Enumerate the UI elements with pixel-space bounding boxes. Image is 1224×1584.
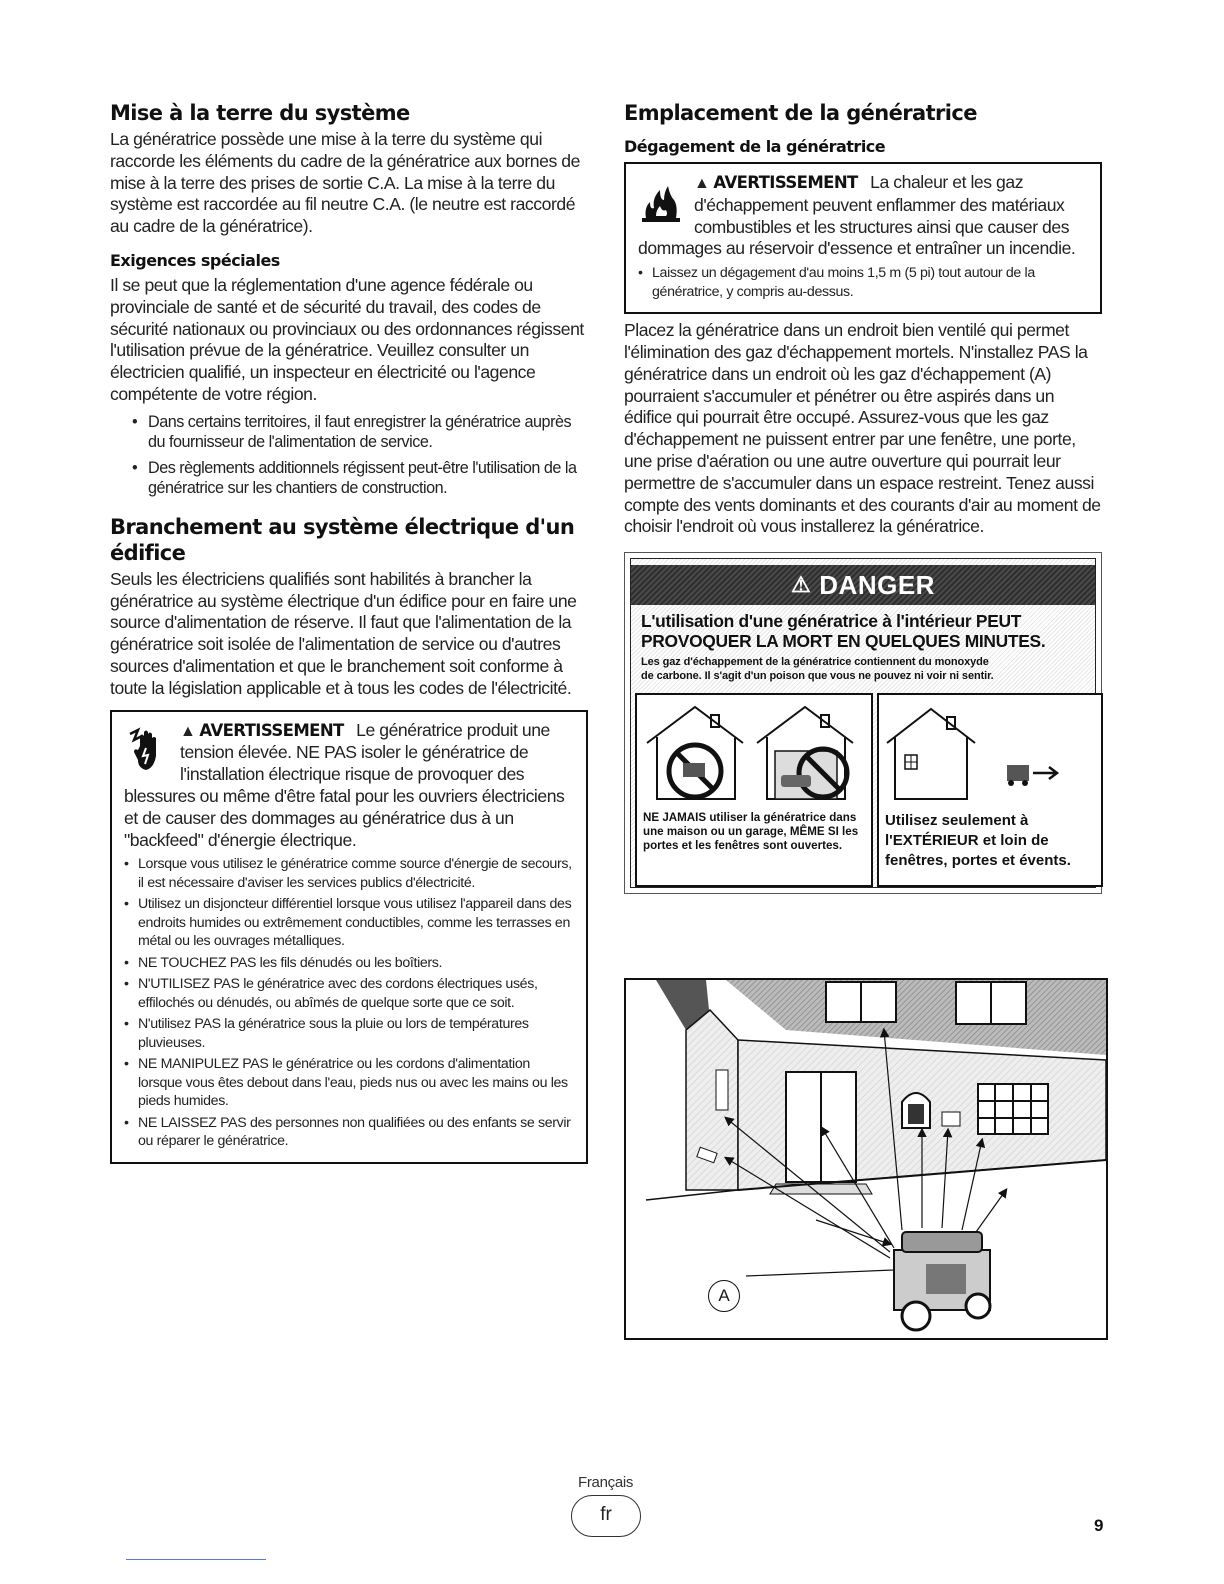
list-item: • Des règlements additionnels régissent peut-être l'utilisation de la génératrice sur les chantiers de construction. <box>130 458 588 498</box>
left-column <box>110 100 588 1164</box>
warning-title: AVERTISSEMENT <box>199 720 344 740</box>
para-special: Il se peut que la réglementation d'une agence fédérale ou provinciale de santé et de sécurité du travail, des codes de sécurité nationaux ou provinciaux ou des ordonnances régissent l'utilisation prévue de la génératrice. Veuillez consulter un électricien qualifié, un inspecteur en électricité ou l'agence compétente de votre région. <box>110 274 584 404</box>
heading-clearance: Dégagement de la génératrice <box>624 137 886 156</box>
footer-language: Français <box>578 1474 634 1491</box>
para-ground: La génératrice possède une mise à la terre du système qui raccorde les éléments du cadre de la génératrice aux bornes de mise à la terre des prises de sortie C.A. La mise à la terre du système est raccordée au fil neutre C.A. (le neutre est raccordé au cadre de la génératrice). <box>110 129 580 237</box>
no-indoor-use-icon <box>637 695 871 807</box>
exhaust-illustration <box>624 978 1108 1340</box>
list-item: • NE LAISSEZ PAS des personnes non qualifiées ou des enfants se servir ou réparer le génératrice. <box>124 1114 576 1151</box>
list-item: • Utilisez un disjoncteur différentiel lorsque vous utilisez l'appareil dans des endroits humides ou extrêmement conductibles, comme les terrasses en métal ou les ouvrages métalliques. <box>124 895 576 951</box>
outdoor-use-icon <box>879 695 1101 807</box>
figure-label-callout <box>708 1280 740 1312</box>
heading-special: Exigences spéciales <box>110 250 280 270</box>
list-item: • Laissez un dégagement d'au moins 1,5 m (5 pi) tout autour de la génératrice, y compris au-dessus. <box>638 264 1090 301</box>
danger-label <box>624 552 1102 894</box>
warning-triangle-icon: ▲ <box>694 175 710 192</box>
special-bullet-list <box>130 412 588 498</box>
electric-shock-icon <box>124 726 170 774</box>
list-item: • N'utilisez PAS la génératrice sous la pluie ou lors de températures pluvieuses. <box>124 1015 576 1052</box>
list-item: • Dans certains territoires, il faut enregistrer la génératrice auprès du fournisseur de l'alimentation de service. <box>130 412 588 452</box>
danger-header-text: DANGER <box>819 569 935 600</box>
heading-ground: Mise à la terre du système <box>110 101 410 125</box>
danger-line-2b: de carbone. Il s'agit d'un poison que vous ne pouvez ni voir ni sentir. <box>641 670 994 683</box>
list-item: • Lorsque vous utilisez le génératrice comme source d'énergie de secours, il est nécessaire d'aviser les services publics d'électricité. <box>124 855 576 892</box>
footer-rule <box>126 1559 266 1560</box>
warning-title: AVERTISSEMENT <box>713 173 858 192</box>
warning-header <box>124 720 576 852</box>
para-building: Seuls les électriciens qualifiés sont habilités à brancher la génératrice au système électrique d'un édifice pour en faire une source d'alimentation de réserve. Il faut que l'alimentation de la génératrice soit isolée de l'alimentation de service ou d'autres sources d'alimentation et que le branchement soit conforme à toute la législation applicable et à tous les codes de l'électricité. <box>110 568 577 698</box>
generator-drawing <box>894 1232 990 1330</box>
danger-line-1b: PROVOQUER LA MORT EN QUELQUES MINUTES. <box>641 631 1046 652</box>
list-item: • N'UTILISEZ PAS le génératrice avec des cordons électriques usés, effilochés ou dénudés, ou abîmés de quelque sorte que ce soit. <box>124 975 576 1012</box>
caption-indoor: NE JAMAIS utiliser la génératrice dans une maison ou un garage, MÊME SI les portes et les fenêtres sont ouvertes. <box>643 811 859 853</box>
caption-outdoor: Utilisez seulement à l'EXTÉRIEUR et loin de fenêtres, portes et évents. <box>885 812 1071 870</box>
warning-box-electrical <box>110 710 588 1164</box>
warning-bullet-list <box>124 855 576 1151</box>
page-number: 9 <box>1094 1516 1104 1535</box>
warning-triangle-icon: ▲ <box>180 722 196 740</box>
danger-panel-outdoor <box>877 693 1103 887</box>
danger-panel-indoor <box>635 693 873 887</box>
heading-building: Branchement au système électrique d'un édifice <box>110 514 575 565</box>
danger-message <box>637 611 1089 683</box>
danger-header <box>631 565 1095 605</box>
danger-line-1a: L'utilisation d'une génératrice à l'intérieur PEUT <box>641 611 1022 632</box>
warning-text: Le génératrice produit une tension élevée. NE PAS isoler le génératrice de l'installation électrique risque de provoquer des blessures ou même d'être fatal pour les ouvriers électriciens et de causer des dommages au génératrice dus à un "backfeed" d'énergie électrique. <box>124 719 565 850</box>
figure-label-text: A <box>718 1286 730 1305</box>
para-placement: Placez la génératrice dans un endroit bien ventilé qui permet l'élimination des gaz d'échappement mortels. N'installez PAS la génératrice dans un endroit où les gaz d'échappement (A) pourraient s'accumuler et pénétrer ou être aspirés dans un édifice qui pourrait être occupé. Assurez-vous que les gaz d'échappement ne puissent entrer par une fenêtre, une porte, une prise d'aération ou une autre ouverture qui pourrait leur permettre de s'accumuler dans un espace restreint. Tenez aussi compte des vents dominants et des courants d'air au moment de choisir l'endroit où vous installerez la génératrice. <box>624 320 1101 537</box>
right-column <box>624 100 1102 894</box>
danger-label-inner <box>630 558 1096 888</box>
language-badge: fr <box>571 1495 641 1537</box>
danger-line-2a: Les gaz d'échappement de la génératrice contiennent du monoxyde <box>641 656 989 669</box>
list-item: • NE MANIPULEZ PAS le génératrice ou les cordons d'alimentation lorsque vous êtes debout dans l'eau, pieds nus ou avec les mains ou les pieds humides. <box>124 1055 576 1111</box>
house-generator-diagram <box>626 980 1106 1338</box>
warning-bullet-list <box>638 264 1090 301</box>
warning-text: La chaleur et les gaz d'échappement peuvent enflammer des matériaux combustibles et les structures ainsi que causer des dommages au réservoir d'essence et entraîner un incendie. <box>638 172 1076 259</box>
fire-icon <box>638 178 684 226</box>
list-item: • NE TOUCHEZ PAS les fils dénudés ou les boîtiers. <box>124 954 576 973</box>
danger-triangle-icon: ⚠ <box>791 572 812 598</box>
warning-box-heat <box>624 162 1102 314</box>
heading-location: Emplacement de la génératrice <box>624 101 977 125</box>
warning-header <box>638 172 1090 260</box>
